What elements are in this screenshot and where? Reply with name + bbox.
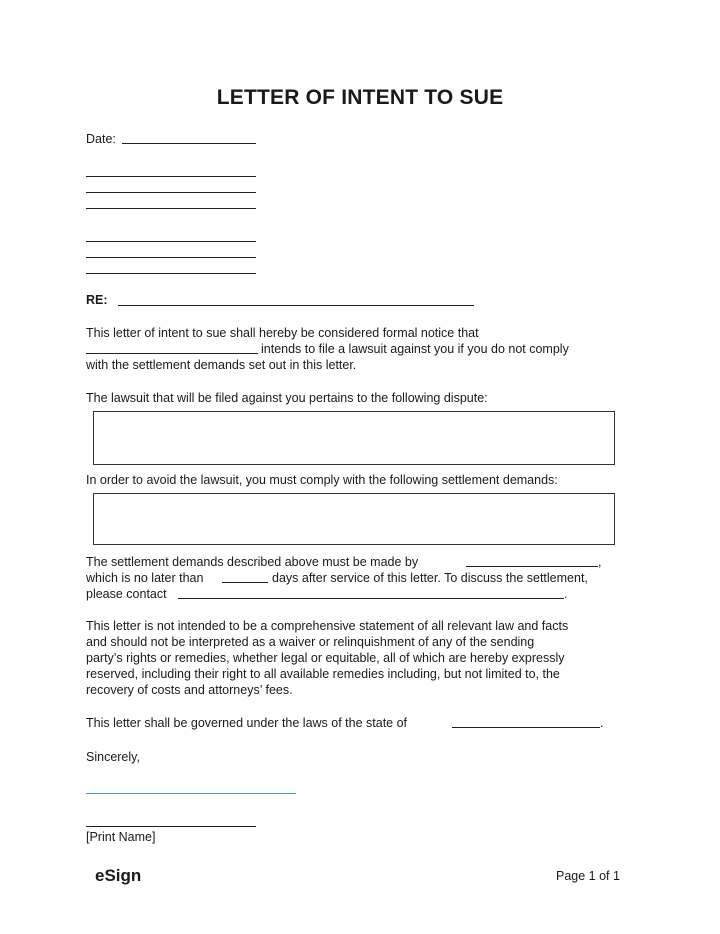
settlement-demands-box[interactable] <box>93 493 615 545</box>
governing-state-field[interactable] <box>452 727 600 728</box>
page-number: Page 1 of 1 <box>556 869 620 883</box>
deadline-line-1: The settlement demands described above must be made by <box>86 555 419 569</box>
plaintiff-name-field[interactable] <box>86 353 258 354</box>
re-field[interactable] <box>118 305 474 306</box>
re-label: RE: <box>86 293 108 307</box>
disclaimer-line-4: reserved, including their right to all available remedies including, but not limited to, the <box>86 667 560 681</box>
date-label: Date: <box>86 132 116 146</box>
print-name-line[interactable] <box>86 826 256 827</box>
paragraph-1-line-1: This letter of intent to sue shall hereby be considered formal notice that <box>86 326 479 340</box>
paragraph-1-line-3: with the settlement demands set out in this letter. <box>86 358 357 372</box>
document-title: LETTER OF INTENT TO SUE <box>216 86 504 109</box>
deadline-line-2-b: days after service of this letter. To discuss the settlement, <box>272 571 588 585</box>
sender-address-line-1[interactable] <box>86 241 256 242</box>
print-name-label: [Print Name] <box>86 830 156 844</box>
sender-address-line-3[interactable] <box>86 273 256 274</box>
governing-law-period: . <box>600 716 604 730</box>
signature-line[interactable] <box>86 793 296 794</box>
paragraph-1-line-2: intends to file a lawsuit against you if you do not comply <box>261 342 569 356</box>
deadline-line-3: please contact <box>86 587 167 601</box>
days-field[interactable] <box>222 582 268 583</box>
dispute-intro: The lawsuit that will be filed against you pertains to the following dispute: <box>86 391 488 405</box>
closing-text: Sincerely, <box>86 750 140 764</box>
recipient-address-line-1[interactable] <box>86 176 256 177</box>
deadline-date-field[interactable] <box>466 566 598 567</box>
settlement-intro: In order to avoid the lawsuit, you must comply with the following settlement demands: <box>86 473 558 487</box>
deadline-line-1-comma: , <box>598 555 602 569</box>
disclaimer-line-5: recovery of costs and attorneys’ fees. <box>86 683 293 697</box>
governing-law-text: This letter shall be governed under the laws of the state of <box>86 716 408 730</box>
disclaimer-line-3: party’s rights or remedies, whether legal or equitable, all of which are hereby expressly <box>86 651 565 665</box>
recipient-address-line-2[interactable] <box>86 192 256 193</box>
disclaimer-line-1: This letter is not intended to be a comprehensive statement of all relevant law and facts <box>86 619 569 633</box>
deadline-line-2-a: which is no later than <box>86 571 204 585</box>
contact-field[interactable] <box>178 598 564 599</box>
sender-address-line-2[interactable] <box>86 257 256 258</box>
date-field[interactable] <box>122 143 256 144</box>
dispute-text-box[interactable] <box>93 411 615 465</box>
disclaimer-line-2: and should not be interpreted as a waiver or relinquishment of any of the sending <box>86 635 535 649</box>
recipient-address-line-3[interactable] <box>86 208 256 209</box>
deadline-line-3-period: . <box>564 587 568 601</box>
esign-logo: eSign <box>95 866 142 885</box>
